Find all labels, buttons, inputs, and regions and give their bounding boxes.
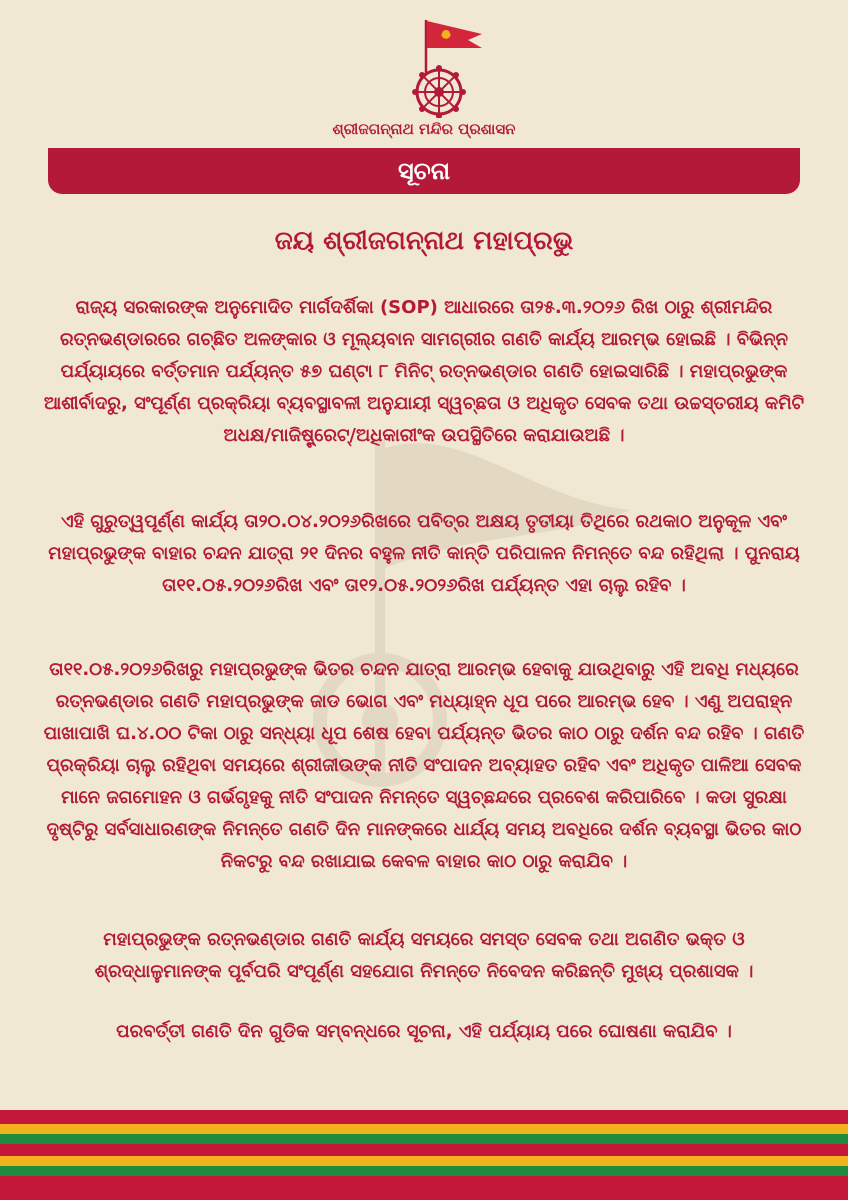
footer-stripes (0, 1110, 848, 1200)
organization-name: ଶ୍ରୀଜଗନ୍ନାଥ ମନ୍ଦିର ପ୍ରଶାସନ (332, 120, 516, 138)
stripe-yellow (0, 1124, 848, 1134)
stripe-red (0, 1144, 848, 1156)
stripe-red (0, 1110, 848, 1124)
temple-logo-icon (384, 12, 494, 118)
stripe-green (0, 1166, 848, 1176)
notice-paragraph: ମହାପ୍ରଭୁଙ୍କ ରତ୍ନଭଣ୍ଡାର ଗଣତି କାର୍ଯ୍ୟ ସମୟରେ ସମସ୍ତ ସେବକ ତଥା ଅଗଣିତ ଭକ୍ତ ଓ ଶ୍ରଦ୍ଧାଳୁମାନଙ୍କ ପୂର୍ବପରି ସଂପୂର୍ଣ୍ଣ ସହଯୋଗ ନିମନ୍ତେ ନିବେଦନ କରିଛନ୍ତି ମୁଖ୍ୟ ପ୍ରଶାସକ । (94, 929, 754, 982)
stripe-yellow (0, 1156, 848, 1166)
stripe-red (0, 1176, 848, 1200)
notice-banner (48, 148, 800, 194)
stripe-green (0, 1134, 848, 1144)
banner-title: ସୂଚନା (397, 157, 450, 185)
notice-paragraph: ରାଜ୍ୟ ସରକାରଙ୍କ ଅନୁମୋଦିତ ମାର୍ଗଦର୍ଶିକା (SOP) ଆଧାରରେ ତା୨୫.୩.୨୦୨୬ ରିଖ ଠାରୁ ଶ୍ରୀମନ୍ଦିର ରତ୍ନଭଣ୍ଡାରରେ ଗଚ୍ଛିତ ଅଳଙ୍କାର ଓ ମୂଲ୍ୟବାନ ସାମଗ୍ରୀର ଗଣତି କାର୍ଯ୍ୟ ଆରମ୍ଭ ହୋଇଛି । ବିଭିନ୍ନ ପର୍ଯ୍ୟାୟରେ ବର୍ତ୍ତମାନ ପର୍ଯ୍ୟନ୍ତ ୫୭ ଘଣ୍ଟା ୮ ମିନିଟ୍ ରତ୍ନଭଣ୍ଡାର ଗଣତି ହୋଇସାରିଛି । ମହାପ୍ରଭୁଙ୍କ ଆଶୀର୍ବାଦରୁ, ସଂପୂର୍ଣ୍ଣ ପ୍ରକ୍ରିୟା ବ୍ୟବସ୍ଥାବଳୀ ଅନୁଯାୟୀ ସ୍ୱଚ୍ଛତା ଓ ଅଧିକୃତ ସେବକ ତଥା ଉଚ୍ଚସ୍ତରୀୟ କମିଟି ଅଧକ୍ଷ/ମାଜିଷ୍ଟ୍ରେଟ୍/ଅଧିକାରୀଂକ ଉପସ୍ଥିତିରେ କରାଯାଉଅଛି । (43, 297, 805, 446)
notice-heading: ଜୟ ଶ୍ରୀଜଗନ୍ନାଥ ମହାପ୍ରଭୁ (274, 226, 574, 256)
notice-paragraph: ପରବର୍ତ୍ତୀ ଗଣତି ଦିନ ଗୁଡିକ ସମ୍ବନ୍ଧରେ ସୂଚନା, ଏହି ପର୍ଯ୍ୟାୟ ପରେ ଘୋଷଣା କରାଯିବ । (116, 1021, 732, 1042)
notice-paragraph: ଏହି ଗୁରୁତ୍ୱପୂର୍ଣ୍ଣ କାର୍ଯ୍ୟ ତା୨୦.୦୪.୨୦୨୬ରିଖରେ ପବିତ୍ର ଅକ୍ଷୟ ତୃତୀୟା ତିଥିରେ ରଥକାଠ ଅନୁକୂଳ ଏବଂ ମହାପ୍ରଭୁଙ୍କ ବାହାର ଚନ୍ଦନ ଯାତ୍ରା ୨୧ ଦିନର ବହୁଳ ନୀତି କାନ୍ତି ପରିପାଳନ ନିମନ୍ତେ ବନ୍ଦ ରହିଥିଲା । ପୁନରାୟ ତା୧୧.୦୫.୨୦୨୬ରିଖ ଏବଂ ତା୧୨.୦୫.୨୦୨୬ରିଖ ପର୍ଯ୍ୟନ୍ତ ଏହା ଚାଲୁ ରହିବ । (48, 511, 800, 596)
notice-paragraph: ତା୧୧.୦୫.୨୦୨୬ରିଖରୁ ମହାପ୍ରଭୁଙ୍କ ଭିତର ଚନ୍ଦନ ଯାତ୍ରା ଆରମ୍ଭ ହେବାକୁ ଯାଉଥିବାରୁ ଏହି ଅବଧି ମଧ୍ୟରେ ରତ୍ନଭଣ୍ଡାର ଗଣତି ମହାପ୍ରଭୁଙ୍କ ଜାଡ ଭୋଗ ଏବଂ ମଧ୍ୟାହ୍ନ ଧୂପ ପରେ ଆରମ୍ଭ ହେବ । ଏଣୁ ଅପରାହ୍ନ ପାଖାପାଖି ଘ.୪.୦୦ ଟିକା ଠାରୁ ସନ୍ଧ୍ୟା ଧୂପ ଶେଷ ହେବା ପର୍ଯ୍ୟନ୍ତ ଭିତର କାଠ ଠାରୁ ଦର୍ଶନ ବନ୍ଦ ରହିବ । ଗଣତି ପ୍ରକ୍ରିୟା ଚାଲୁ ରହିଥିବା ସମୟରେ ଶ୍ରୀଜୀଉଙ୍କ ନୀତି ସଂପାଦନ ଅବ୍ୟାହତ ରହିବ ଏବଂ ଅଧିକୃତ ପାଳିଆ ସେବକ ମାନେ ଜଗମୋହନ ଓ ଗର୍ଭଗୃହକୁ ନୀତି ସଂପାଦନ ନିମନ୍ତେ ସ୍ୱଚ୍ଛନ୍ଦରେ ପ୍ରବେଶ କରିପାରିବେ । କଡା ସୁରକ୍ଷା ଦୃଷ୍ଟିରୁ ସର୍ବସାଧାରଣଙ୍କ ନିମନ୍ତେ ଗଣତି ଦିନ ମାନଙ୍କରେ ଧାର୍ଯ୍ୟ ସମୟ ଅବଧିରେ ଦର୍ଶନ ବ୍ୟବସ୍ଥା ଭିତର କାଠ ନିକଟରୁ ବନ୍ଦ ରଖାଯାଇ କେବଳ ବାହାର କାଠ ଠାରୁ କରାଯିବ । (43, 659, 805, 872)
